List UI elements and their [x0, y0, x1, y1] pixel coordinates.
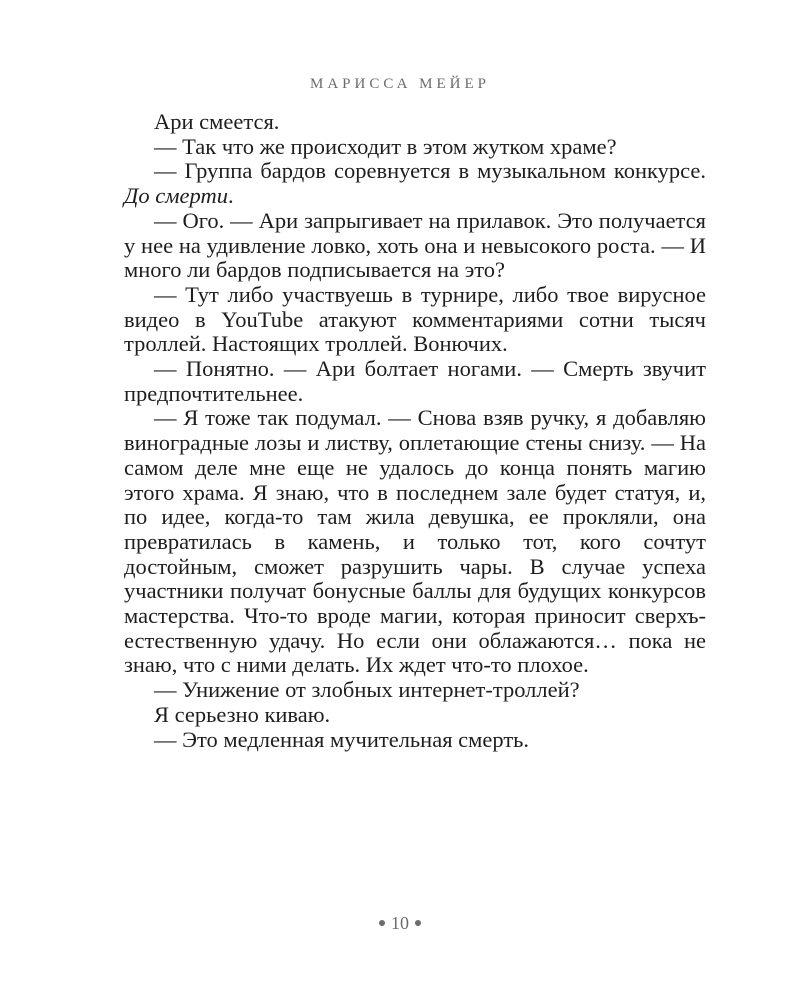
paragraph [124, 159, 706, 208]
body-text [124, 110, 706, 752]
paragraph: — Тут либо участвуешь в турнире, либо твое вирусное видео в YouTube атакуют комментариями сотни тысяч троллей. Настоящих троллей. Вонючих. [124, 281, 706, 357]
paragraph: — Я тоже так подумал. — Снова взяв ручку, я добавляю виноградные лозы и листву, оплетающие стены снизу. — На самом деле мне еще не удалось до конца понять магию этого храма. Я знаю, что в последнем зале будет статуя, и, по идее, когда-то там жила девушка, ее прокляли, она превратилась в камень, и только тот, кого сочтут достойным, сможет разрушить чары. В случае успеха участники получат бонусные баллы для будущих конкурсов мастерства. Что-то вроде магии, которая приносит сверхъестественную удачу. Но если они облажаются… пока не знаю, что с ними делать. Их ждет что-то плохое. [124, 405, 706, 678]
page-number-text: 10 [391, 913, 409, 933]
paragraph: Ари смеется. [154, 109, 280, 134]
italic-phrase: До смерти [124, 183, 228, 209]
paragraph-text: — Группа бардов соревнуется в музыкальном конкурсе. [154, 158, 706, 184]
paragraph: — Так что же происходит в этом жутком храме? [154, 133, 617, 159]
paragraph: — Понятно. — Ари болтает ногами. — Смерть звучит предпочтительнее. [124, 356, 706, 406]
running-head: МАРИССА МЕЙЕР [309, 76, 491, 92]
bullet-icon [415, 920, 421, 926]
paragraph-text: . [227, 183, 234, 209]
bullet-icon [379, 920, 385, 926]
paragraph: — Унижение от злобных интернет-троллей? [154, 677, 580, 703]
paragraph: Я серьезно киваю. [154, 701, 331, 727]
page-number [0, 913, 800, 934]
paragraph: — Это медленная мучительная смерть. [154, 726, 530, 752]
paragraph: — Ого. — Ари запрыгивает на прилавок. Это получается у нее на удивление ловко, хоть она и невысокого роста. — И много ли бардов подписывается на это? [124, 207, 706, 283]
